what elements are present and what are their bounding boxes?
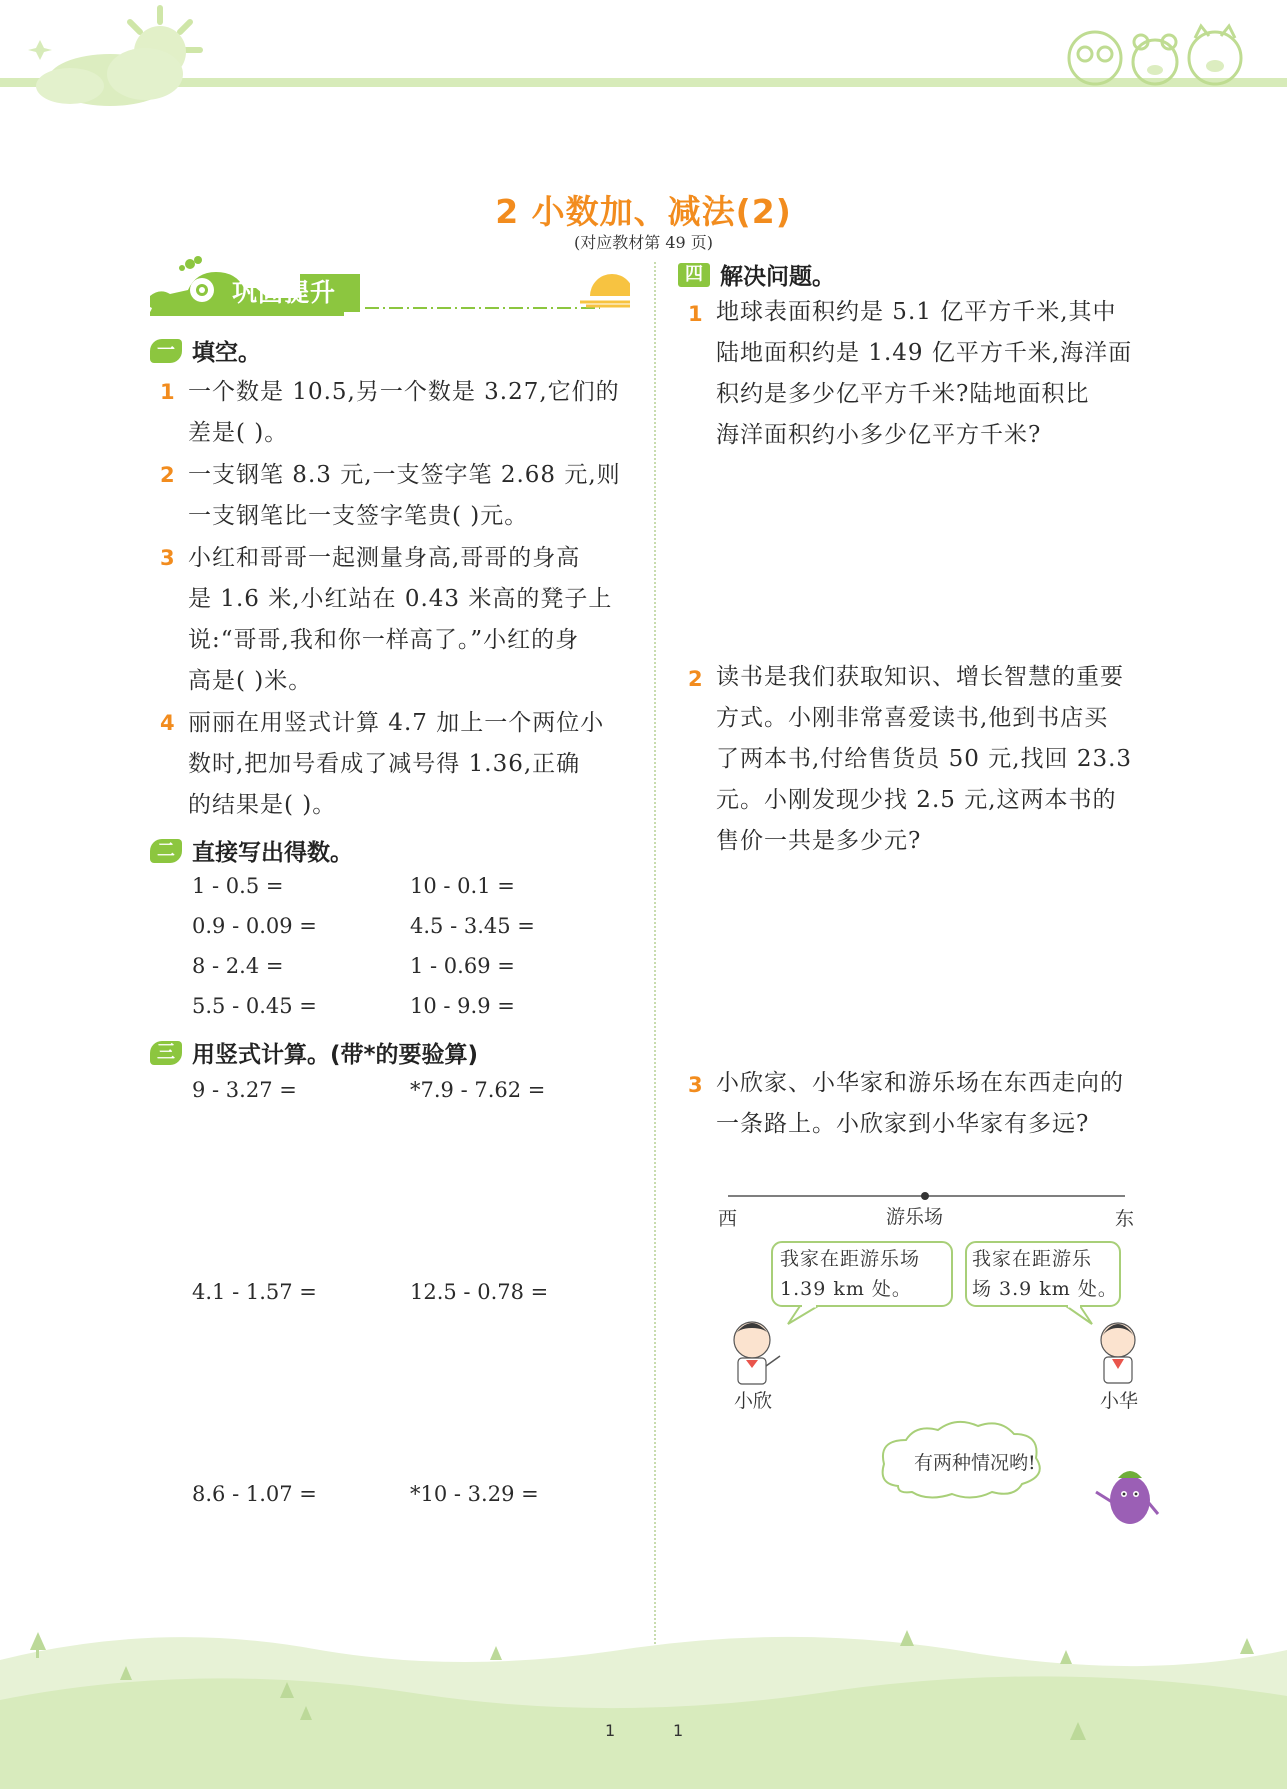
text-line: 是 1.6 米,小红站在 0.43 米高的凳子上: [188, 586, 613, 612]
section-title: 用竖式计算。(带*的要验算): [192, 1042, 479, 1068]
vertical-calc: 8.6 - 1.07 =: [192, 1482, 317, 1506]
oral-calc: 8 - 2.4 =: [192, 954, 284, 978]
animal-faces-icon: [1055, 20, 1255, 90]
park-label: 游乐场: [886, 1206, 944, 1228]
vertical-calc: 4.1 - 1.57 =: [192, 1280, 317, 1304]
text-line: 我家在距游乐: [972, 1248, 1093, 1270]
question-number: 1: [688, 302, 703, 326]
section-badge: 四: [678, 263, 710, 287]
oral-calc: 5.5 - 0.45 =: [192, 994, 317, 1018]
question-number: 2: [688, 667, 703, 691]
text-line: 数时,把加号看成了减号得 1.36,正确: [188, 751, 581, 777]
text-line: 一个数是 10.5,另一个数是 3.27,它们的: [188, 379, 620, 405]
text-line: 高是( )米。: [188, 668, 313, 694]
vertical-calc: *10 - 3.29 =: [410, 1482, 539, 1506]
text-line: 地球表面积约是 5.1 亿平方千米,其中: [716, 299, 1117, 325]
hills-footer-icon: [0, 1620, 1287, 1789]
vertical-calc: 9 - 3.27 =: [192, 1078, 297, 1102]
oral-calc: 0.9 - 0.09 =: [192, 914, 317, 938]
bubble-left-text: [780, 1244, 920, 1304]
eggplant-mascot: [1096, 1471, 1158, 1524]
text-line: 丽丽在用竖式计算 4.7 加上一个两位小: [188, 710, 605, 736]
oral-calc: 1 - 0.5 =: [192, 874, 284, 898]
text-line: 售价一共是多少元?: [716, 828, 922, 854]
text-line: 小红和哥哥一起测量身高,哥哥的身高: [188, 545, 581, 571]
boy-figure: [1101, 1323, 1135, 1383]
text-line: 小欣家、小华家和游乐场在东西走向的: [716, 1070, 1124, 1096]
section-badge: 三: [150, 1041, 182, 1065]
fill-question-4: [188, 703, 604, 826]
column-divider: [654, 262, 656, 1652]
hint-text: 有两种情况哟!: [914, 1452, 1036, 1474]
fill-question-2: [188, 455, 621, 537]
text-line: 1.39 km 处。: [780, 1278, 912, 1300]
section-fill-heading: [150, 334, 261, 367]
text-line: 陆地面积约是 1.49 亿平方千米,海洋面: [716, 340, 1133, 366]
text-line: 一支钢笔 8.3 元,一支签字笔 2.68 元,则: [188, 462, 621, 488]
text-line: 的结果是( )。: [188, 792, 337, 818]
page-number-right: 1: [673, 1721, 684, 1740]
section-title: 直接写出得数。: [192, 840, 353, 866]
section-title: 填空。: [192, 340, 261, 366]
text-line: 一条路上。小欣家到小华家有多远?: [716, 1111, 1090, 1137]
text-line: 海洋面积约小多少亿平方千米?: [716, 422, 1042, 448]
question-number: 2: [160, 463, 175, 487]
name-right-label: 小华: [1100, 1390, 1139, 1412]
oral-calc: 1 - 0.69 =: [410, 954, 515, 978]
section-vertical-heading: [150, 1036, 478, 1069]
page-number-left: 1: [605, 1721, 616, 1740]
text-line: 场 3.9 km 处。: [972, 1278, 1118, 1300]
question-number: 3: [688, 1073, 703, 1097]
word-problem-3: [716, 1063, 1124, 1145]
text-line: 了两本书,付给售货员 50 元,找回 23.3: [716, 746, 1133, 772]
girl-figure: [734, 1322, 780, 1384]
question-number: 1: [160, 380, 175, 404]
section-badge: 二: [150, 839, 182, 863]
word-problem-1: [716, 292, 1132, 456]
vertical-calc: 12.5 - 0.78 =: [410, 1280, 549, 1304]
sun-cloud-icon: [0, 0, 220, 110]
banner-label: 巩固提升: [232, 278, 337, 307]
text-line: 差是( )。: [188, 420, 289, 446]
vertical-calc: *7.9 - 7.62 =: [410, 1078, 546, 1102]
section-badge: 一: [150, 339, 182, 363]
west-label: 西: [718, 1208, 738, 1230]
text-line: 元。小刚发现少找 2.5 元,这两本书的: [716, 787, 1117, 813]
bubble-right-text: [972, 1244, 1118, 1304]
question-number: 3: [160, 546, 175, 570]
text-line: 一支钢笔比一支签字笔贵( )元。: [188, 503, 529, 529]
road-diagram: [700, 1180, 1170, 1540]
name-left-label: 小欣: [734, 1390, 773, 1412]
word-problem-2: [716, 657, 1132, 862]
oral-calc: 4.5 - 3.45 =: [410, 914, 535, 938]
east-label: 东: [1115, 1208, 1135, 1230]
text-line: 积约是多少亿平方千米?陆地面积比: [716, 381, 1090, 407]
text-line: 方式。小刚非常喜爱读书,他到书店买: [716, 705, 1109, 731]
section-problems-heading: [678, 258, 835, 291]
question-number: 4: [160, 711, 175, 735]
section-oral-heading: [150, 834, 353, 867]
fill-question-1: [188, 372, 620, 454]
page-subtitle: (对应教材第 49 页): [573, 233, 714, 252]
text-line: 我家在距游乐场: [780, 1248, 921, 1270]
text-line: 读书是我们获取知识、增长智慧的重要: [716, 664, 1124, 690]
page-title: 2 小数加、减法(2): [495, 192, 792, 231]
section-title: 解决问题。: [720, 264, 835, 290]
text-line: 说:“哥哥,我和你一样高了。”小红的身: [188, 627, 580, 653]
road-diagram-graphic: [700, 1180, 1170, 1540]
oral-calc: 10 - 9.9 =: [410, 994, 515, 1018]
fill-question-3: [188, 538, 612, 702]
oral-calc: 10 - 0.1 =: [410, 874, 515, 898]
banner-ribbon-icon: [150, 256, 630, 316]
